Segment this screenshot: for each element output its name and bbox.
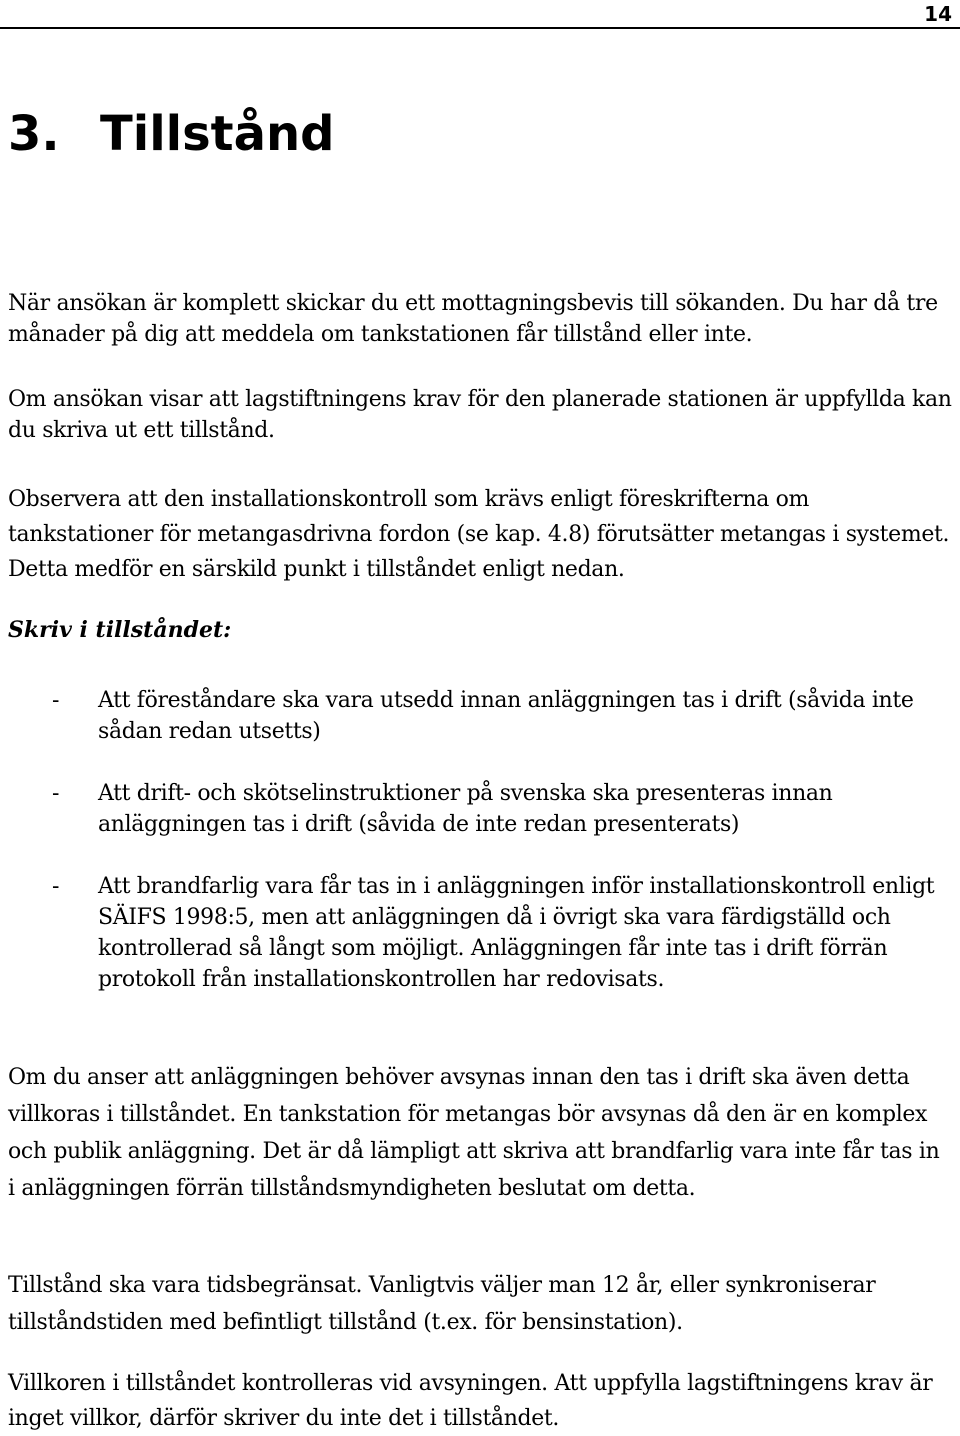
page-number: 14 (924, 2, 952, 26)
paragraph-installationskontroll: Observera att den installationskontroll som krävs enligt föreskrifterna om tankstationer för metangasdrivna fordon (se kap. 4.8) förutsätter metangas i systemet. Detta medför en särskild punkt i tillståndet enligt nedan. (8, 487, 950, 582)
subheading-skriv-i-tillstandet: Skriv i tillståndet: (8, 617, 232, 643)
chapter-heading (8, 106, 335, 162)
chapter-number: 3. (8, 106, 60, 162)
header-rule (0, 27, 960, 29)
bullet-text: Att föreståndare ska vara utsedd innan anläggningen tas i drift (såvida inte sådan redan utsetts) (98, 688, 914, 744)
paragraph-uppfyllda-krav: Om ansökan visar att lagstiftningens krav för den planerade stationen är uppfyllda kan du skriva ut ett tillstånd. (8, 387, 952, 443)
bullet-marker: - (52, 688, 60, 713)
paragraph-tidsbegransat: Tillstånd ska vara tidsbegränsat. Vanligtvis väljer man 12 år, eller synkroniserar tillståndstiden med befintligt tillstånd (t.ex. för bensinstation). (8, 1273, 876, 1335)
bullet-item-forestandare (52, 685, 952, 747)
paragraph-avsyning: Om du anser att anläggningen behöver avsynas innan den tas i drift ska även detta villkoras i tillståndet. En tankstation för metangas bör avsynas då den är en komplex och publik anläggning. Det är då lämpligt att skriva att brandfarlig vara inte får tas in i anläggningen förrän tillståndsmyndigheten beslutat om detta. (8, 1065, 940, 1201)
paragraph-mottagningsbevis: När ansökan är komplett skickar du ett mottagningsbevis till sökanden. Du har då tre månader på dig att meddela om tankstationen får tillstånd eller inte. (8, 291, 938, 347)
bullet-item-skotselinstruktioner (52, 778, 952, 840)
chapter-title: Tillstånd (100, 106, 335, 162)
bullet-marker: - (52, 874, 60, 899)
bullet-text: Att drift- och skötselinstruktioner på svenska ska presenteras innan anläggningen tas i drift (såvida de inte redan presenterats) (98, 781, 833, 837)
bullet-marker: - (52, 781, 60, 806)
bullet-item-brandfarlig-vara (52, 871, 952, 995)
bullet-text: Att brandfarlig vara får tas in i anläggningen inför installationskontroll enligt SÄIFS 1998:5, men att anläggningen då i övrigt ska vara färdigställd och kontrollerad så långt som möjligt. Anläggningen får inte tas i drift förrän protokoll från installationskontrollen har redovisats. (98, 874, 935, 992)
paragraph-villkor: Villkoren i tillståndet kontrolleras vid avsyningen. Att uppfylla lagstiftningens krav är inget villkor, därför skriver du inte det i tillståndet. (8, 1371, 933, 1431)
